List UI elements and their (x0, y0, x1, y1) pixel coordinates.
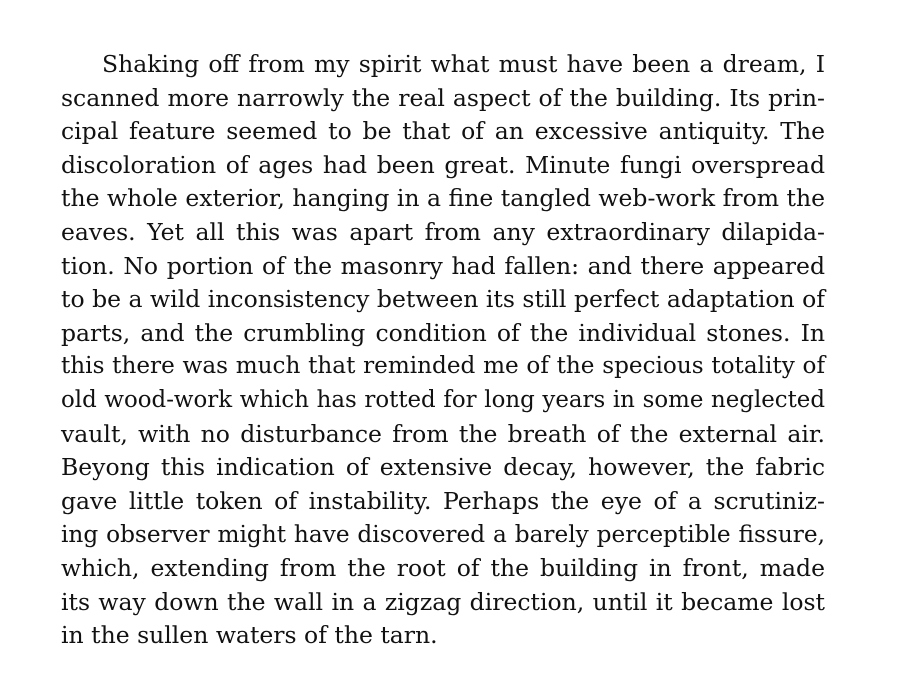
paragraph-line: the whole exterior, hanging in a fine tangled web-work from the (61, 184, 825, 213)
paragraph-line: which, extending from the root of the building in front, made (61, 553, 825, 582)
paragraph-line: tion. No portion of the masonry had fallen: and there appeared (61, 251, 825, 280)
paragraph-line: ing observer might have discovered a barely perceptible fissure, (61, 521, 825, 549)
paragraph-line: this there was much that reminded me of the specious totality of (61, 353, 825, 380)
paragraph-line: scanned more narrowly the real aspect of the building. Its prin- (61, 83, 825, 112)
paragraph-line: Shaking off from my spirit what must have been a dream, I (102, 50, 825, 78)
paragraph-line: in the sullen waters of the tarn. (61, 621, 438, 650)
paragraph-line: Beyong this indication of extensive decay, however, the fabric (61, 453, 825, 482)
paragraph-line: to be a wild inconsistency between its still perfect adaptation of (61, 285, 825, 314)
paragraph-line: vault, with no disturbance from the breath of the external air. (61, 419, 825, 448)
paragraph-line: discoloration of ages had been great. Minute fungi overspread (61, 150, 825, 179)
body-paragraph (61, 48, 825, 653)
paragraph-line: parts, and the crumbling condition of the individual stones. In (61, 318, 825, 347)
paragraph-line: gave little token of instability. Perhaps the eye of a scrutiniz- (61, 486, 825, 515)
paragraph-line: cipal feature seemed to be that of an excessive antiquity. The (61, 117, 825, 146)
paragraph-line: old wood-work which has rotted for long years in some neglected (61, 386, 825, 413)
paragraph-line: its way down the wall in a zigzag direction, until it became lost (61, 587, 825, 616)
paragraph-line: eaves. Yet all this was apart from any extraordinary dilapida- (61, 217, 825, 246)
